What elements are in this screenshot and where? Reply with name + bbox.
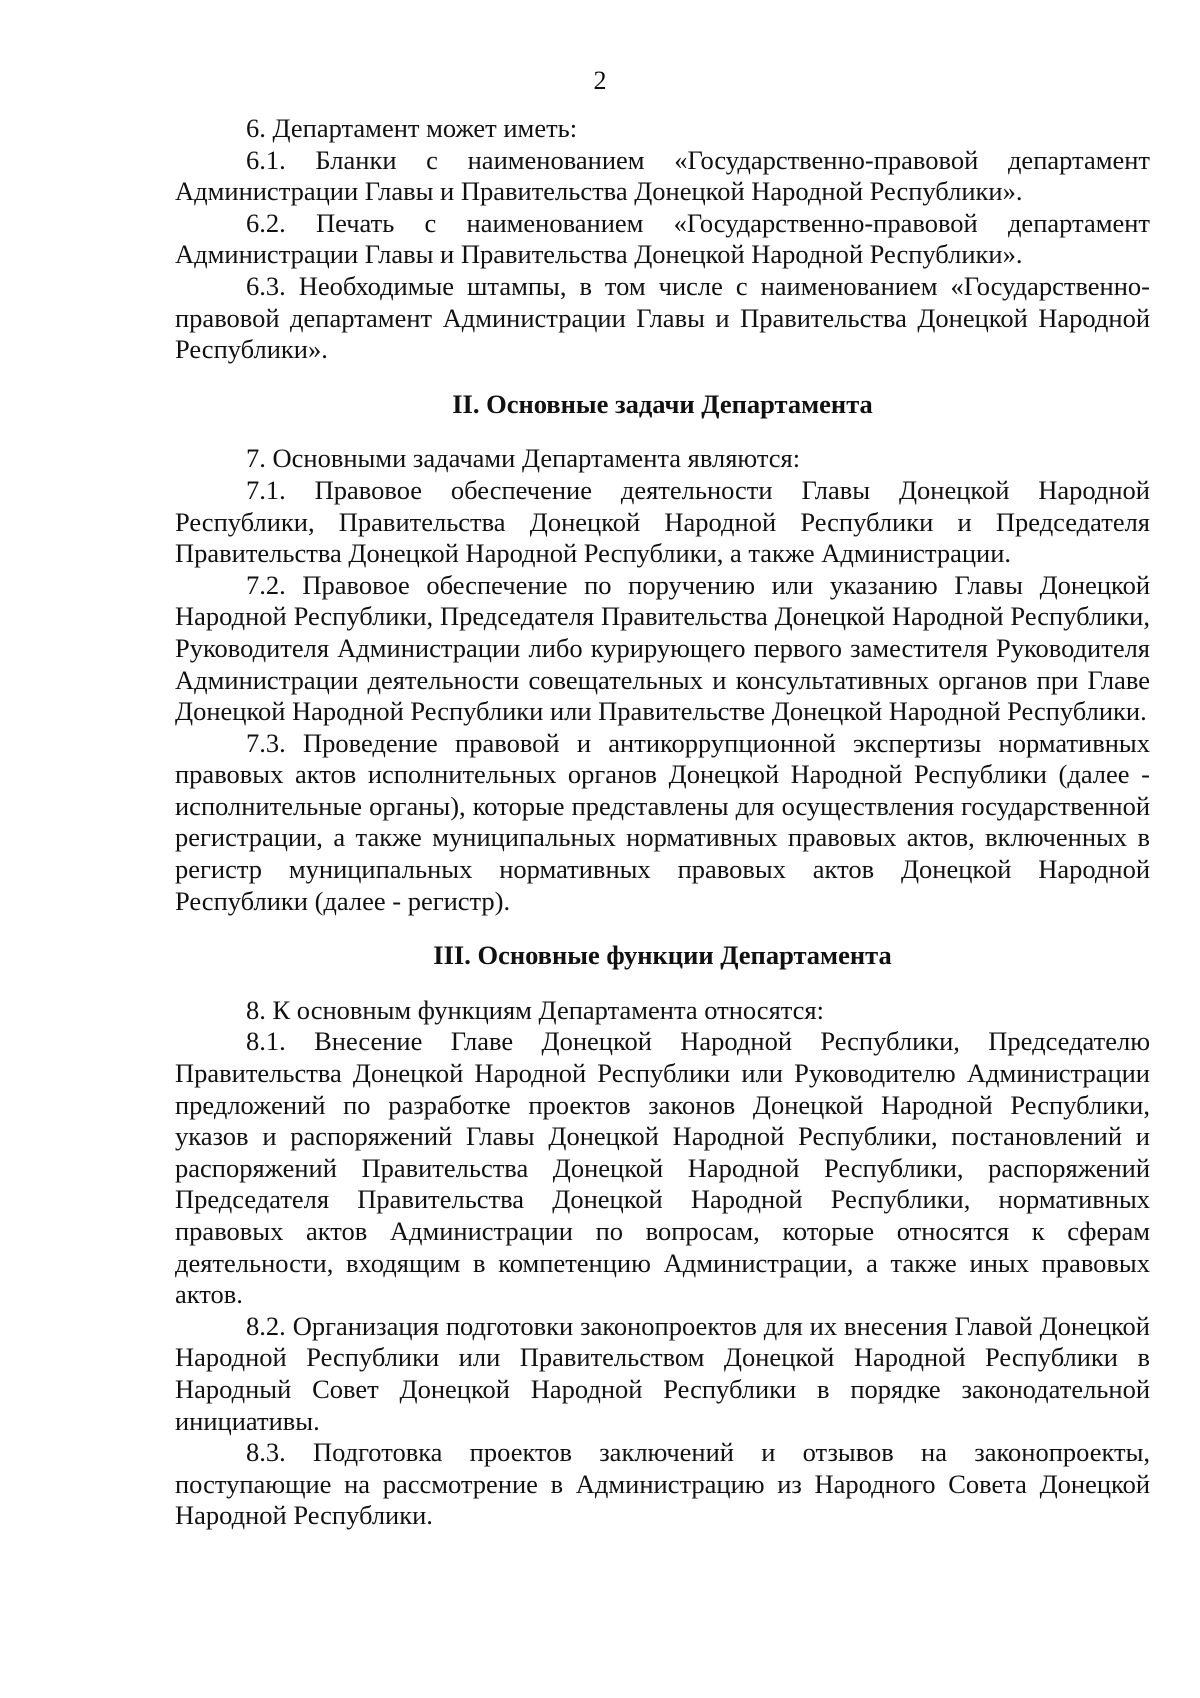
document-body <box>175 113 1150 1532</box>
paragraph-6-2: 6.2. Печать с наименованием «Государственно-правовой департамент Администрации Главы и Правительства Донецкой Народной Республики». <box>175 207 1150 270</box>
paragraph-6-1: 6.1. Бланки с наименованием «Государственно-правовой департамент Администрации Главы и Правительства Донецкой Народной Республики». <box>175 144 1150 207</box>
paragraph-8: 8. К основным функциям Департамента относятся: <box>246 994 824 1025</box>
section-2-heading: II. Основные задачи Департамента <box>452 388 873 419</box>
paragraph-8-1: 8.1. Внесение Главе Донецкой Народной Республики, Председателю Правительства Донецкой Народной Республики или Руководителю Администрации предложений по разработке проектов законов Донецкой Народной Республики, указов и распоряжений Главы Донецкой Народной Республики, постановлений и распоряжений Правительства Донецкой Народной Республики, распоряжений Председателя Правительства Донецкой Народной Республики, нормативных правовых актов Администрации по вопросам, которые относятся к сферам деятельности, входящим в компетенцию Администрации, а также иных правовых актов. <box>175 1026 1150 1310</box>
paragraph-8-2: 8.2. Организация подготовки законопроектов для их внесения Главой Донецкой Народной Республики или Правительством Донецкой Народной Республики в Народный Совет Донецкой Народной Республики в порядке законодательной инициативы. <box>175 1310 1150 1436</box>
paragraph-7-1: 7.1. Правовое обеспечение деятельности Главы Донецкой Народной Республики, Правительства Донецкой Народной Республики и Председателя Правительства Донецкой Народной Республики, а также Администрации. <box>175 474 1150 569</box>
paragraph-8-3: 8.3. Подготовка проектов заключений и отзывов на законопроекты, поступающие на рассмотрение в Администрацию из Народного Совета Донецкой Народной Республики. <box>175 1437 1150 1531</box>
page-number: 2 <box>593 66 607 95</box>
paragraph-7-2: 7.2. Правовое обеспечение по поручению или указанию Главы Донецкой Народной Республики, Председателя Правительства Донецкой Народной Республики, Руководителя Администрации либо курирующего первого заместителя Руководителя Администрации деятельности совещательных и консультативных органов при Главе Донецкой Народной Республики или Правительстве Донецкой Народной Республики. <box>175 569 1150 727</box>
section-3-heading: III. Основные функции Департамента <box>433 940 892 971</box>
paragraph-7: 7. Основными задачами Департамента являются: <box>246 443 801 474</box>
paragraph-6: 6. Департамент может иметь: <box>246 113 578 143</box>
paragraph-6-3: 6.3. Необходимые штампы, в том числе с наименованием «Государственно-правовой департамент Администрации Главы и Правительства Донецкой Народной Республики». <box>175 270 1150 365</box>
paragraph-7-3: 7.3. Проведение правовой и антикоррупционной экспертизы нормативных правовых актов исполнительных органов Донецкой Народной Республики (далее - исполнительные органы), которые представлены для осуществления государственной регистрации, а также муниципальных нормативных правовых актов, включенных в регистр муниципальных нормативных правовых актов Донецкой Народной Республики (далее - регистр). <box>175 727 1150 916</box>
